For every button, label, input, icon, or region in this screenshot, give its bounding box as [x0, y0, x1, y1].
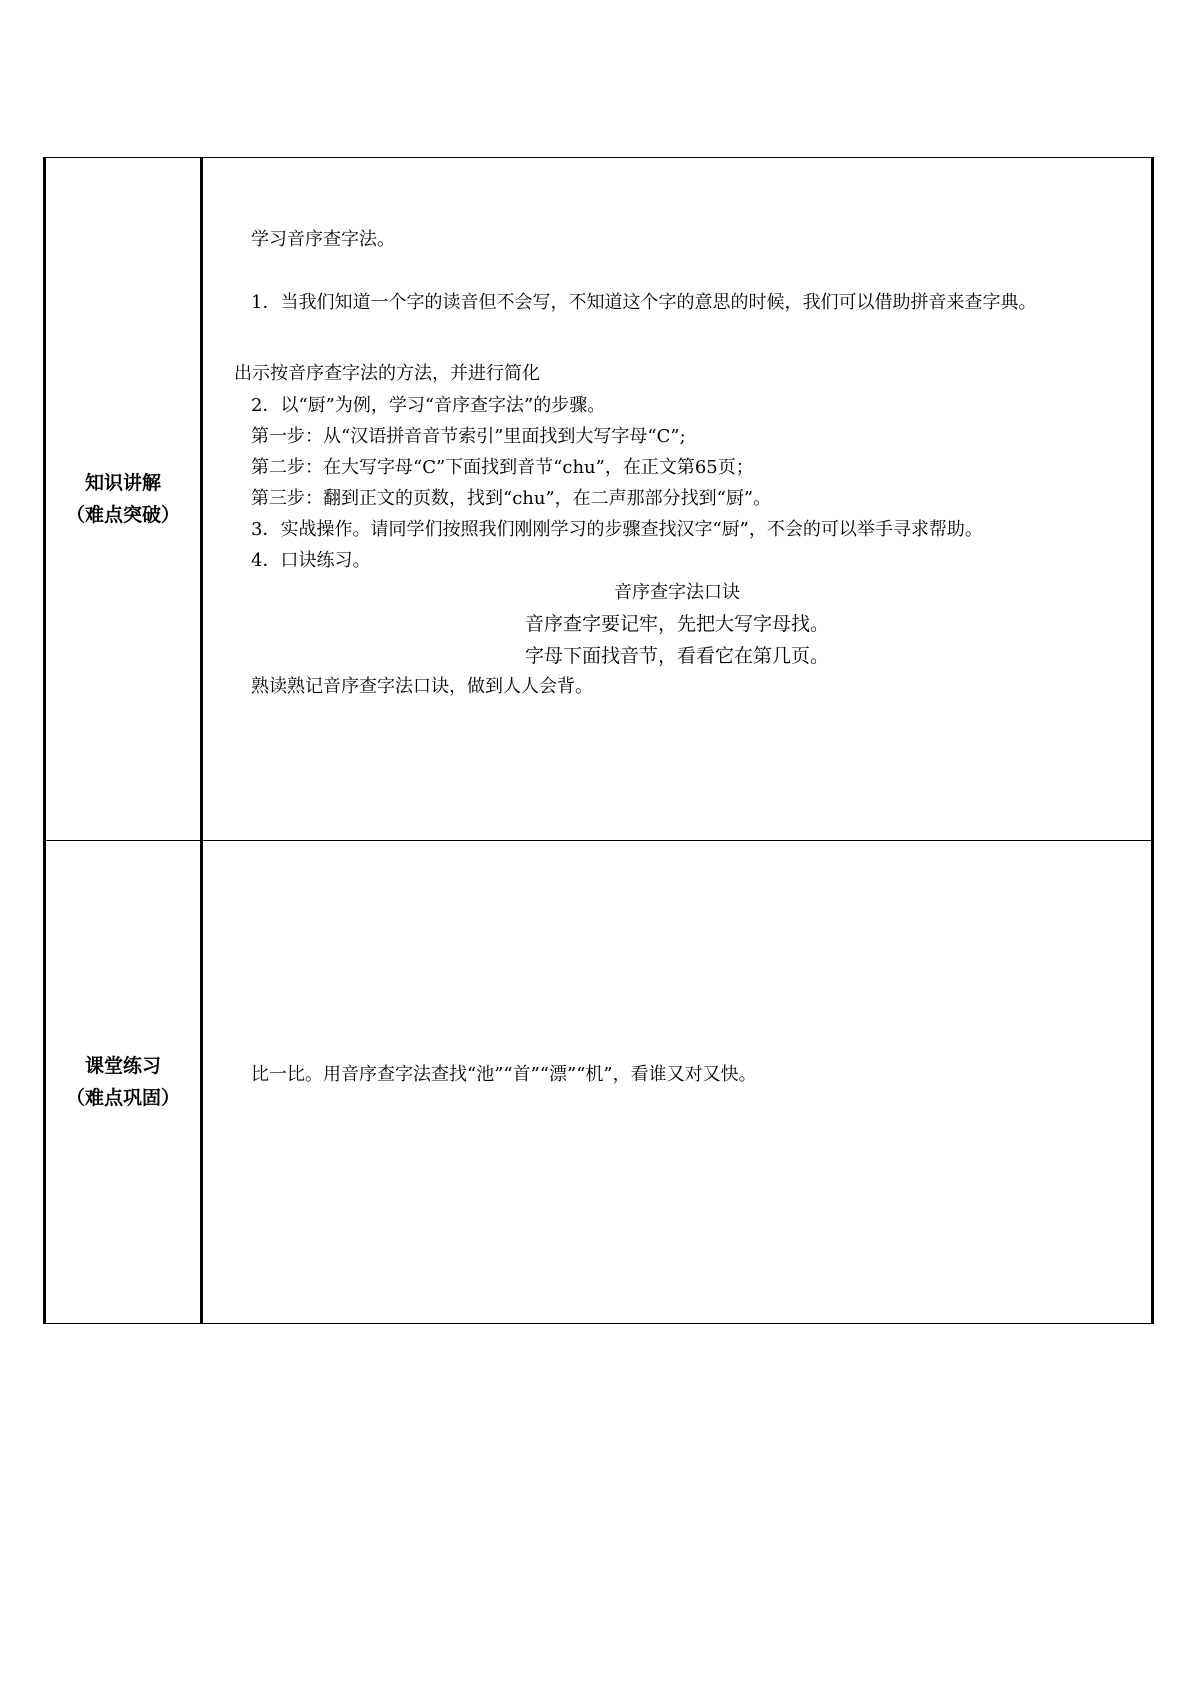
knowledge-step-3: 第三步：翻到正文的页数，找到“chu”，在二声那部分找到“厨”。: [251, 488, 772, 509]
rhyme-line-1: 音序查字要记牢，先把大写字母找。: [524, 613, 829, 635]
practice-label-sub: （难点巩固）: [65, 1087, 180, 1109]
rhyme-line-2: 字母下面找音节，看看它在第几页。: [524, 645, 829, 667]
knowledge-paragraph-2: 出示按音序查字法的方法，并进行简化: [234, 363, 540, 384]
practice-row: [45, 841, 1153, 1324]
knowledge-closing: 熟读熟记音序查字法口诀，做到人人会背。: [251, 676, 593, 697]
knowledge-paragraph-1: 1．当我们知道一个字的读音但不会写，不知道这个字的意思的时候，我们可以借助拼音来查字典。: [251, 292, 1037, 313]
knowledge-paragraph-3: 2．以“厨”为例，学习“音序查字法”的步骤。: [251, 395, 606, 416]
knowledge-label-title: 知识讲解: [84, 472, 161, 494]
knowledge-step-1: 第一步：从“汉语拼音音节索引”里面找到大写字母“C”;: [251, 426, 686, 447]
knowledge-content-cell: [202, 158, 1153, 841]
practice-label-title: 课堂练习: [84, 1055, 161, 1077]
practice-content-cell: [202, 841, 1153, 1324]
practice-label-cell: [45, 841, 202, 1324]
knowledge-label-sub: （难点突破）: [65, 504, 180, 526]
knowledge-row: [45, 158, 1153, 841]
rhyme-title: 音序查字法口诀: [614, 582, 740, 603]
knowledge-label-cell: [45, 158, 202, 841]
knowledge-step-2: 第二步：在大写字母“C”下面找到音节“chu”，在正文第65页；: [251, 457, 754, 478]
practice-text: 比一比。用音序查字法查找“池”“首”“漂”“机”，看谁又对又快。: [251, 1064, 757, 1085]
knowledge-paragraph-practice: 3．实战操作。请同学们按照我们刚刚学习的步骤查找汉字“厨”，不会的可以举手寻求帮助。: [251, 519, 983, 540]
knowledge-paragraph-rhyme: 4．口诀练习。: [251, 550, 371, 571]
knowledge-heading: 学习音序查字法。: [251, 229, 395, 250]
lesson-plan-table: [43, 157, 1154, 1324]
